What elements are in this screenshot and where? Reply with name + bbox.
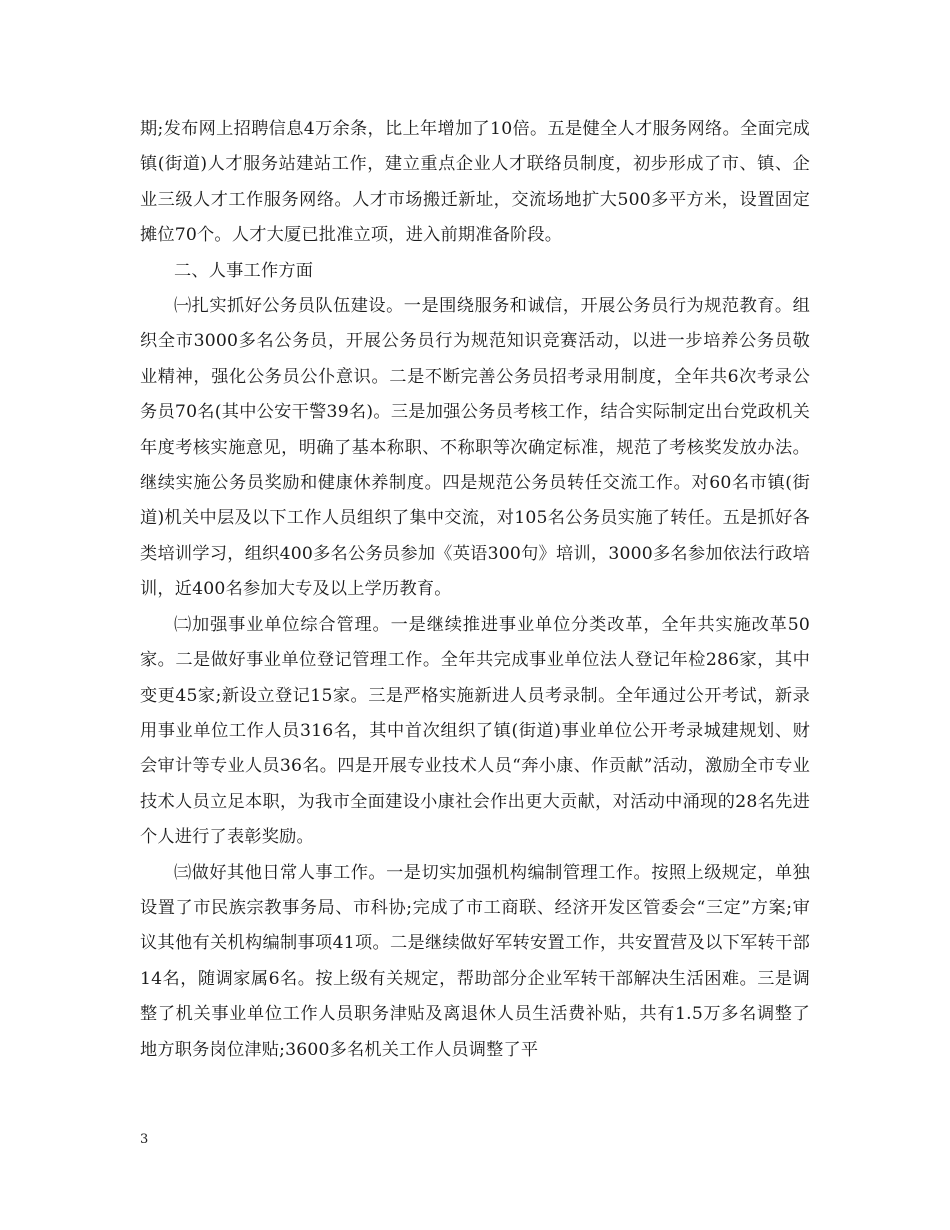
paragraph-public-institution-management: ㈡加强事业单位综合管理。一是继续推进事业单位分类改革，全年共实施改革50家。二是做好事业单位登记管理工作。全年共完成事业单位法人登记年检286家，其中变更45家;新设立登记15家。三是严格实施新进人员考录制。全年通过公开考试，新录用事业单位工作人员316名，其中首次组织了镇(街道)事业单位公开考录城建规划、财会审计等专业人员36名。四是开展专业技术人员“奔小康、作贡献”活动，激励全市专业技术人员立足本职，为我市全面建设小康社会作出更大贡献，对活动中涌现的28名先进个人进行了表彰奖励。 (140, 614, 810, 848)
paragraph-1: 期;发布网上招聘信息4万余条，比上年增加了10倍。五是健全人才服务网络。全面完成镇(街道)人才服务站建站工作，建立重点企业人才联络员制度，初步形成了市、镇、企业三级人才工作服务网络。人才市场搬迁新址，交流场地扩大500多平方米，设置固定摊位70个。人才大厦已批准立项，进入前期准备阶段。 (140, 119, 810, 246)
paragraph-other-personnel-work: ㈢做好其他日常人事工作。一是切实加强机构编制管理工作。按照上级规定，单独设置了市民族宗教事务局、市科协;完成了市工商联、经济开发区管委会“三定”方案;审议其他有关机构编制事项41项。二是继续做好军转安置工作，共安置营及以下军转干部14名，随调家属6名。按上级有关规定，帮助部分企业军转干部解决生活困难。三是调整了机关事业单位工作人员职务津贴及离退休人员生活费补贴，共有1.5万多名调整了地方职务岗位津贴;3600多名机关工作人员调整了平 (140, 862, 810, 1060)
document-body (140, 112, 810, 1068)
paragraph-civil-servant-team: ㈠扎实抓好公务员队伍建设。一是围绕服务和诚信，开展公务员行为规范教育。组织全市3000多名公务员，开展公务员行为规范知识竞赛活动，以进一步培养公务员敬业精神，强化公务员公仆意识。二是不断完善公务员招考录用制度，全年共6次考录公务员70名(其中公安干警39名)。三是加强公务员考核工作，结合实际制定出台党政机关年度考核实施意见，明确了基本称职、不称职等次确定标准，规范了考核奖发放办法。继续实施公务员奖励和健康休养制度。四是规范公务员转任交流工作。对60名市镇(街道)机关中层及以下工作人员组织了集中交流，对105名公务员实施了转任。五是抓好各类培训学习，组织400多名公务员参加《英语300句》培训，3000多名参加依法行政培训，近400名参加大专及以上学历教育。 (140, 296, 810, 600)
page-number: 3 (140, 1132, 149, 1147)
section-heading-personnel-work: 二、人事工作方面 (174, 260, 314, 281)
